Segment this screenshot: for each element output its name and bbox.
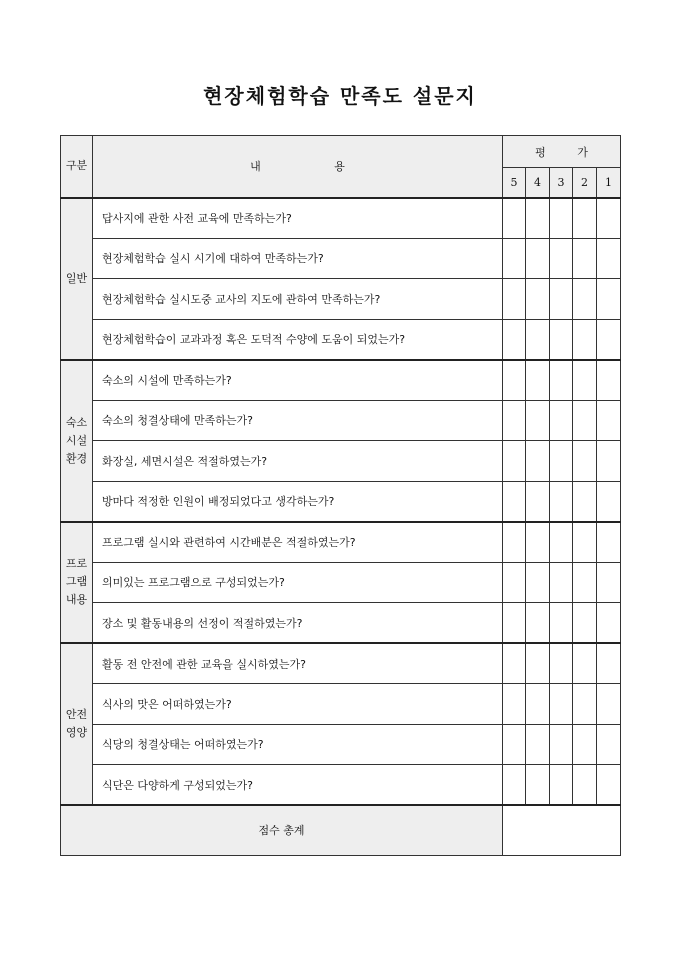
question-text: 답사지에 관한 사전 교육에 만족하는가? <box>93 198 503 239</box>
score-cell-2[interactable] <box>573 684 597 725</box>
score-cell-2[interactable] <box>573 441 597 482</box>
score-cell-4[interactable] <box>526 603 550 644</box>
score-cell-1[interactable] <box>597 400 621 441</box>
section-label-line: 내용 <box>65 593 88 607</box>
section-label <box>61 643 93 805</box>
score-cell-4[interactable] <box>526 279 550 320</box>
score-cell-4[interactable] <box>526 522 550 563</box>
score-cell-5[interactable] <box>503 765 526 806</box>
page-title: 현장체험학습 만족도 설문지 <box>203 84 477 108</box>
section-label-line: 안전 <box>65 708 88 721</box>
score-header-5: 5 <box>503 168 526 198</box>
score-cell-3[interactable] <box>550 400 573 441</box>
score-cell-3[interactable] <box>550 360 573 401</box>
score-header-1: 1 <box>597 168 621 198</box>
score-cell-2[interactable] <box>573 279 597 320</box>
score-cell-2[interactable] <box>573 522 597 563</box>
question-row <box>61 319 621 360</box>
question-row <box>61 724 621 765</box>
score-cell-1[interactable] <box>597 522 621 563</box>
question-text: 식사의 맛은 어떠하였는가? <box>93 684 503 725</box>
question-row <box>61 522 621 563</box>
section-label-line: 일반 <box>65 271 88 285</box>
question-row <box>61 279 621 320</box>
score-cell-5[interactable] <box>503 481 526 522</box>
score-cell-5[interactable] <box>503 441 526 482</box>
section-label-line: 시설 <box>65 433 88 447</box>
score-cell-2[interactable] <box>573 603 597 644</box>
score-cell-3[interactable] <box>550 238 573 279</box>
score-cell-3[interactable] <box>550 684 573 725</box>
score-cell-3[interactable] <box>550 198 573 239</box>
score-cell-5[interactable] <box>503 319 526 360</box>
survey-table <box>60 135 621 856</box>
score-cell-1[interactable] <box>597 481 621 522</box>
question-row <box>61 441 621 482</box>
section-label-line: 환경 <box>65 451 88 465</box>
score-cell-1[interactable] <box>597 319 621 360</box>
score-cell-2[interactable] <box>573 765 597 806</box>
score-cell-3[interactable] <box>550 441 573 482</box>
score-cell-5[interactable] <box>503 562 526 603</box>
question-row <box>61 360 621 401</box>
score-cell-4[interactable] <box>526 441 550 482</box>
header-rating: 평 가 <box>503 136 621 168</box>
question-text: 숙소의 시설에 만족하는가? <box>93 360 503 401</box>
question-row <box>61 643 621 684</box>
score-cell-3[interactable] <box>550 765 573 806</box>
score-cell-2[interactable] <box>573 562 597 603</box>
score-cell-1[interactable] <box>597 360 621 401</box>
score-cell-2[interactable] <box>573 481 597 522</box>
question-row <box>61 684 621 725</box>
score-header-4: 4 <box>526 168 550 198</box>
score-cell-3[interactable] <box>550 562 573 603</box>
question-text: 현장체험학습이 교과과정 혹은 도덕적 수양에 도움이 되었는가? <box>93 319 503 360</box>
question-row <box>61 481 621 522</box>
question-text: 식단은 다양하게 구성되었는가? <box>93 765 503 806</box>
score-cell-5[interactable] <box>503 400 526 441</box>
question-text: 숙소의 청결상태에 만족하는가? <box>93 400 503 441</box>
question-row <box>61 765 621 806</box>
score-cell-2[interactable] <box>573 238 597 279</box>
total-row <box>61 805 621 855</box>
score-cell-4[interactable] <box>526 319 550 360</box>
section-label-line: 숙소 <box>65 415 88 429</box>
score-cell-5[interactable] <box>503 238 526 279</box>
question-row <box>61 198 621 239</box>
header-content: 내 용 <box>93 136 503 198</box>
question-text: 화장실, 세면시설은 적절하였는가? <box>93 441 503 482</box>
score-header-3: 3 <box>550 168 573 198</box>
score-cell-5[interactable] <box>503 198 526 239</box>
question-text: 방마다 적정한 인원이 배정되었다고 생각하는가? <box>93 481 503 522</box>
score-cell-2[interactable] <box>573 400 597 441</box>
question-text: 의미있는 프로그램으로 구성되었는가? <box>93 562 503 603</box>
score-cell-2[interactable] <box>573 360 597 401</box>
score-cell-3[interactable] <box>550 522 573 563</box>
section-label <box>61 522 93 644</box>
header-category: 구분 <box>61 136 93 198</box>
section-label-line: 영양 <box>65 726 88 739</box>
question-row <box>61 562 621 603</box>
score-cell-1[interactable] <box>597 198 621 239</box>
total-score-cell[interactable] <box>503 805 621 855</box>
score-cell-3[interactable] <box>550 603 573 644</box>
question-row <box>61 603 621 644</box>
section-label-line: 프로 <box>65 557 88 571</box>
score-cell-3[interactable] <box>550 481 573 522</box>
score-cell-3[interactable] <box>550 724 573 765</box>
question-text: 장소 및 활동내용의 선정이 적절하였는가? <box>93 603 503 644</box>
score-cell-5[interactable] <box>503 522 526 563</box>
score-cell-4[interactable] <box>526 562 550 603</box>
score-cell-3[interactable] <box>550 279 573 320</box>
score-cell-4[interactable] <box>526 765 550 806</box>
score-cell-5[interactable] <box>503 724 526 765</box>
score-cell-1[interactable] <box>597 279 621 320</box>
score-cell-5[interactable] <box>503 643 526 684</box>
score-header-2: 2 <box>573 168 597 198</box>
total-label: 점수 총계 <box>61 805 503 855</box>
score-cell-4[interactable] <box>526 400 550 441</box>
score-cell-1[interactable] <box>597 562 621 603</box>
score-cell-1[interactable] <box>597 441 621 482</box>
score-cell-4[interactable] <box>526 724 550 765</box>
section-label-line: 그램 <box>65 575 88 589</box>
score-cell-1[interactable] <box>597 603 621 644</box>
question-text: 현장체험학습 실시도중 교사의 지도에 관하여 만족하는가? <box>93 279 503 320</box>
score-cell-5[interactable] <box>503 684 526 725</box>
score-cell-2[interactable] <box>573 319 597 360</box>
score-cell-3[interactable] <box>550 643 573 684</box>
score-cell-4[interactable] <box>526 643 550 684</box>
section-label <box>61 360 93 522</box>
score-cell-1[interactable] <box>597 238 621 279</box>
score-cell-1[interactable] <box>597 684 621 725</box>
question-row <box>61 400 621 441</box>
score-cell-5[interactable] <box>503 279 526 320</box>
score-cell-2[interactable] <box>573 643 597 684</box>
score-cell-3[interactable] <box>550 319 573 360</box>
question-text: 식당의 청결상태는 어떠하였는가? <box>93 724 503 765</box>
score-cell-2[interactable] <box>573 198 597 239</box>
score-cell-1[interactable] <box>597 765 621 806</box>
score-cell-5[interactable] <box>503 603 526 644</box>
question-row <box>61 238 621 279</box>
question-text: 프로그램 실시와 관련하여 시간배분은 적절하였는가? <box>93 522 503 563</box>
score-cell-4[interactable] <box>526 684 550 725</box>
section-label <box>61 198 93 360</box>
score-cell-1[interactable] <box>597 724 621 765</box>
question-text: 활동 전 안전에 관한 교육을 실시하였는가? <box>93 643 503 684</box>
score-cell-1[interactable] <box>597 643 621 684</box>
score-cell-5[interactable] <box>503 360 526 401</box>
score-cell-2[interactable] <box>573 724 597 765</box>
score-cell-4[interactable] <box>526 360 550 401</box>
score-cell-4[interactable] <box>526 198 550 239</box>
score-cell-4[interactable] <box>526 481 550 522</box>
score-cell-4[interactable] <box>526 238 550 279</box>
question-text: 현장체험학습 실시 시기에 대하여 만족하는가? <box>93 238 503 279</box>
